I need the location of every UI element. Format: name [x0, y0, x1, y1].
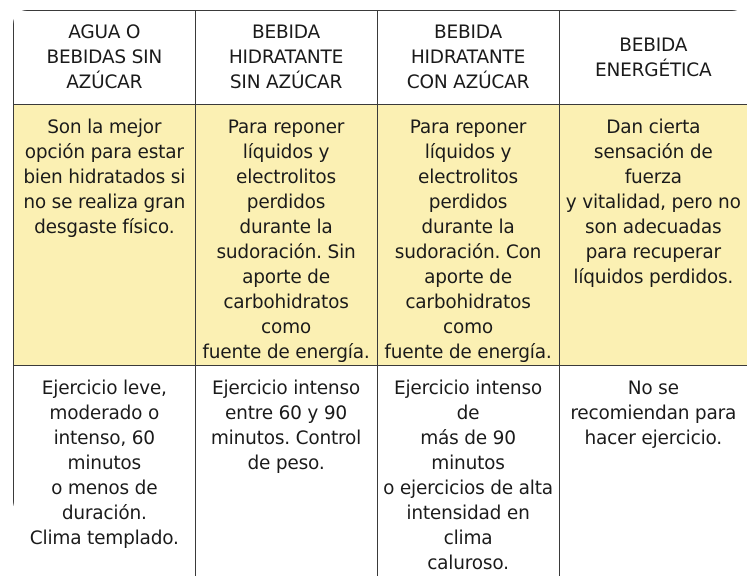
- use-hydrating-no-sugar: Ejercicio intenso entre 60 y 90 minutos. Control de peso.: [200, 376, 373, 476]
- description-hydrating-no-sugar: Para reponer líquidos y electrolitos perdidos durante la sudoración. Sin aporte de carbohidratos como fuente de energía.: [200, 115, 373, 365]
- use-row: [14, 366, 747, 576]
- use-cell-hydrating-sugar: [377, 366, 559, 576]
- use-water: Ejercicio leve, moderado o intenso, 60 minutos o menos de duración. Clima templado.: [18, 376, 191, 551]
- header-cell-hydrating-sugar: [377, 11, 559, 105]
- beverage-comparison-table: [13, 10, 746, 515]
- use-cell-energy: [559, 366, 747, 576]
- header-hydrating-no-sugar: BEBIDA HIDRATANTE SIN AZÚCAR: [200, 20, 373, 95]
- header-hydrating-sugar: BEBIDA HIDRATANTE CON AZÚCAR: [382, 20, 555, 95]
- header-water: AGUA O BEBIDAS SIN AZÚCAR: [18, 20, 191, 95]
- description-hydrating-sugar: Para reponer líquidos y electrolitos perdidos durante la sudoración. Con aporte de carbohidratos como fuente de energía.: [382, 115, 555, 365]
- header-cell-hydrating-no-sugar: [195, 11, 377, 105]
- description-water: Son la mejor opción para estar bien hidratados si no se realiza gran desgaste físico.: [18, 115, 191, 240]
- description-cell-hydrating-sugar: [377, 105, 559, 366]
- use-energy: No se recomiendan para hacer ejercicio.: [564, 376, 744, 451]
- header-row: [14, 11, 747, 105]
- header-cell-energy: [559, 11, 747, 105]
- description-cell-hydrating-no-sugar: [195, 105, 377, 366]
- use-hydrating-sugar: Ejercicio intenso de más de 90 minutos o ejercicios de alta intensidad en clima caluroso.: [382, 376, 555, 576]
- description-cell-water: [14, 105, 195, 366]
- header-energy: BEBIDA ENERGÉTICA: [564, 33, 744, 83]
- table: [14, 11, 747, 576]
- header-cell-water: [14, 11, 195, 105]
- use-cell-hydrating-no-sugar: [195, 366, 377, 576]
- description-cell-energy: [559, 105, 747, 366]
- description-energy: Dan cierta sensación de fuerza y vitalidad, pero no son adecuadas para recuperar líquidos perdidos.: [564, 115, 744, 290]
- description-row: [14, 105, 747, 366]
- use-cell-water: [14, 366, 195, 576]
